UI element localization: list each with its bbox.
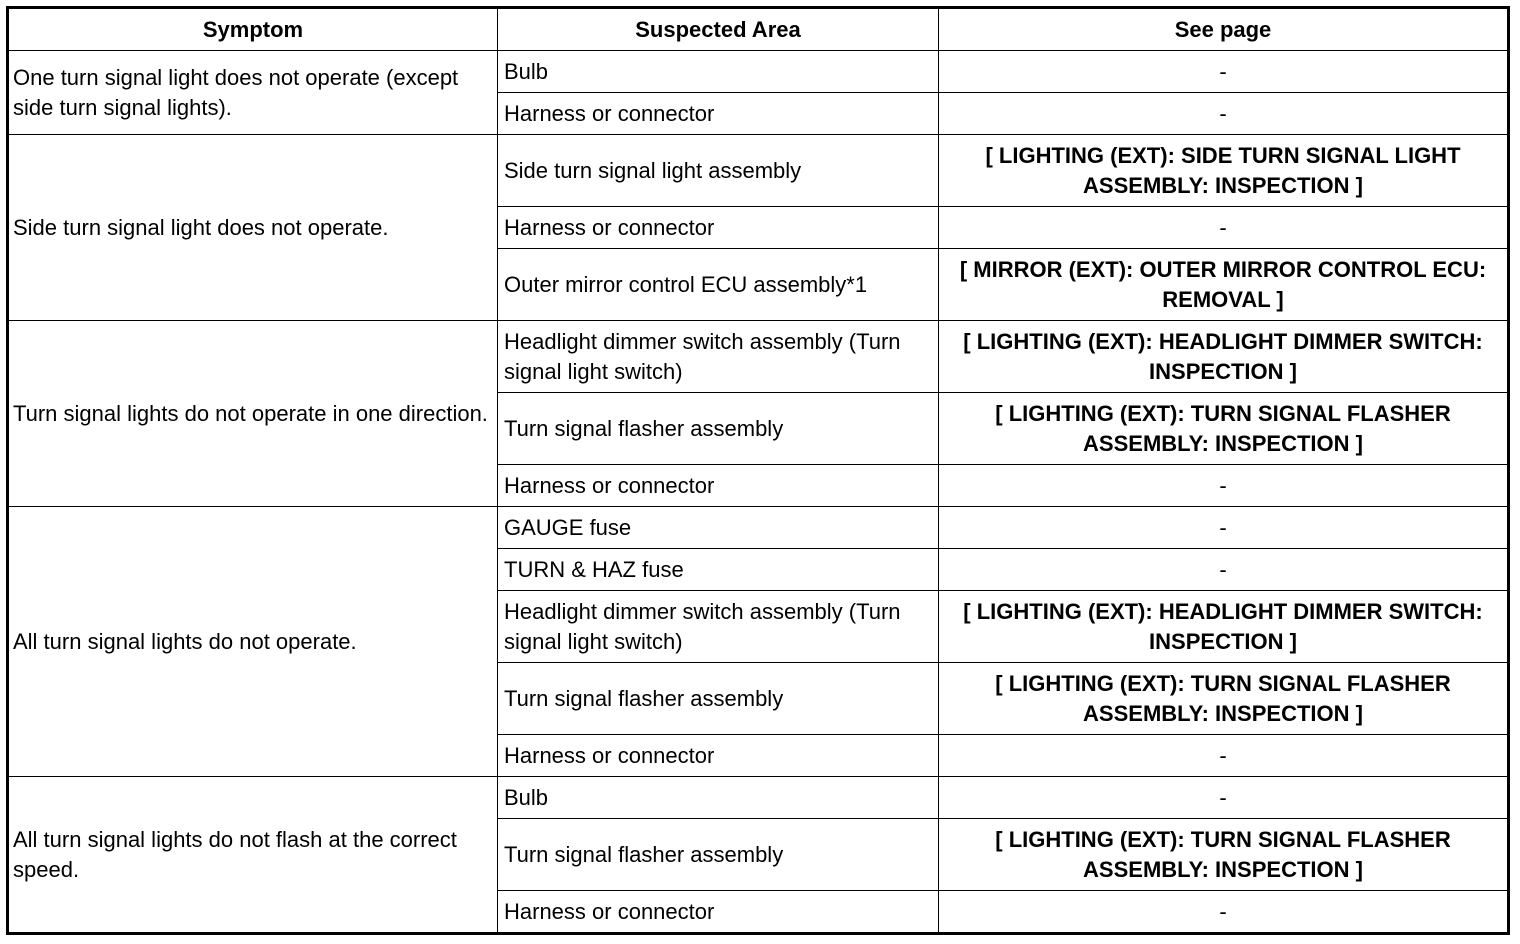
see-page-cell: -	[939, 207, 1509, 249]
see-page-cell: -	[939, 735, 1509, 777]
see-page-cell: -	[939, 549, 1509, 591]
see-page-cell: -	[939, 777, 1509, 819]
see-page-cell: -	[939, 465, 1509, 507]
suspected-area-cell: Harness or connector	[498, 93, 939, 135]
suspected-area-cell: Harness or connector	[498, 891, 939, 934]
table-row	[8, 507, 1509, 549]
header-see-page: See page	[939, 8, 1509, 51]
suspected-area-cell: Harness or connector	[498, 735, 939, 777]
see-page-cell: -	[939, 507, 1509, 549]
suspected-area-cell: Headlight dimmer switch assembly (Turn signal light switch)	[498, 321, 939, 393]
suspected-area-cell: Turn signal flasher assembly	[498, 663, 939, 735]
see-page-cell: -	[939, 93, 1509, 135]
header-suspected-area: Suspected Area	[498, 8, 939, 51]
header-symptom: Symptom	[8, 8, 498, 51]
table-row	[8, 777, 1509, 819]
symptom-cell: All turn signal lights do not flash at the correct speed.	[8, 777, 498, 934]
suspected-area-cell: Turn signal flasher assembly	[498, 393, 939, 465]
symptom-cell: All turn signal lights do not operate.	[8, 507, 498, 777]
suspected-area-cell: Harness or connector	[498, 207, 939, 249]
see-page-link[interactable]: [ LIGHTING (EXT): HEADLIGHT DIMMER SWITCH: INSPECTION ]	[939, 321, 1509, 393]
see-page-link[interactable]: [ LIGHTING (EXT): TURN SIGNAL FLASHER ASSEMBLY: INSPECTION ]	[939, 393, 1509, 465]
table-row	[8, 321, 1509, 393]
suspected-area-cell: Bulb	[498, 777, 939, 819]
troubleshooting-table	[6, 6, 1510, 935]
symptom-cell: Turn signal lights do not operate in one direction.	[8, 321, 498, 507]
suspected-area-cell: Harness or connector	[498, 465, 939, 507]
see-page-cell: -	[939, 51, 1509, 93]
see-page-link[interactable]: [ LIGHTING (EXT): TURN SIGNAL FLASHER ASSEMBLY: INSPECTION ]	[939, 819, 1509, 891]
table-header-row	[8, 8, 1509, 51]
symptom-cell: One turn signal light does not operate (except side turn signal lights).	[8, 51, 498, 135]
see-page-link[interactable]: [ LIGHTING (EXT): SIDE TURN SIGNAL LIGHT ASSEMBLY: INSPECTION ]	[939, 135, 1509, 207]
see-page-cell: -	[939, 891, 1509, 934]
symptom-cell: Side turn signal light does not operate.	[8, 135, 498, 321]
suspected-area-cell: Bulb	[498, 51, 939, 93]
suspected-area-cell: TURN & HAZ fuse	[498, 549, 939, 591]
suspected-area-cell: Turn signal flasher assembly	[498, 819, 939, 891]
suspected-area-cell: Outer mirror control ECU assembly*1	[498, 249, 939, 321]
table-row	[8, 135, 1509, 207]
see-page-link[interactable]: [ LIGHTING (EXT): HEADLIGHT DIMMER SWITCH: INSPECTION ]	[939, 591, 1509, 663]
see-page-link[interactable]: [ MIRROR (EXT): OUTER MIRROR CONTROL ECU: REMOVAL ]	[939, 249, 1509, 321]
suspected-area-cell: Side turn signal light assembly	[498, 135, 939, 207]
suspected-area-cell: GAUGE fuse	[498, 507, 939, 549]
table-row	[8, 51, 1509, 93]
suspected-area-cell: Headlight dimmer switch assembly (Turn signal light switch)	[498, 591, 939, 663]
see-page-link[interactable]: [ LIGHTING (EXT): TURN SIGNAL FLASHER ASSEMBLY: INSPECTION ]	[939, 663, 1509, 735]
